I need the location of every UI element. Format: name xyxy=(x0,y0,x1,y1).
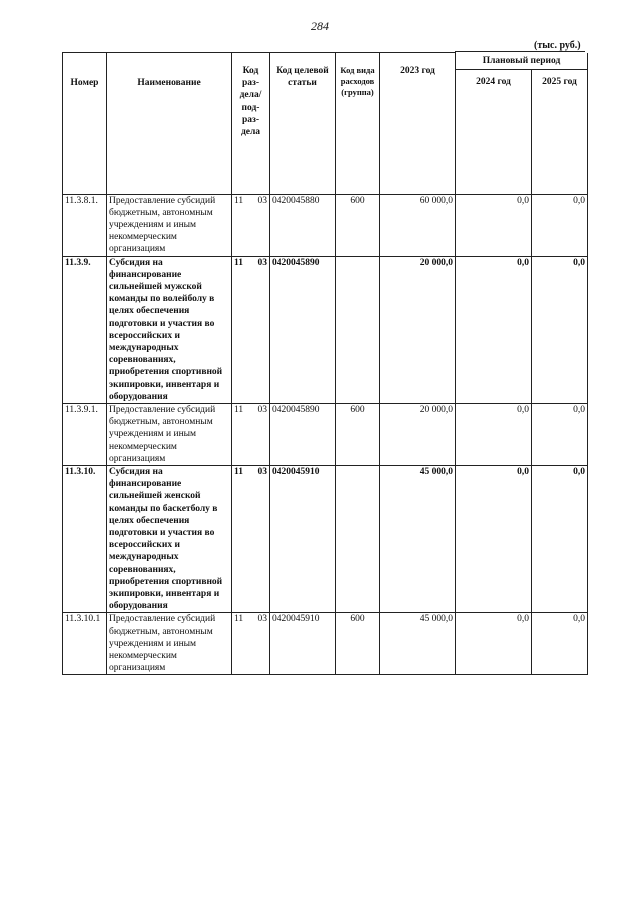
header-number: Номер xyxy=(63,53,107,176)
row-2023: 20 000,0 xyxy=(380,403,456,465)
row-expense-code xyxy=(336,256,380,403)
row-2025: 0,0 xyxy=(532,465,588,612)
row-2024: 0,0 xyxy=(456,465,532,612)
table-row xyxy=(63,403,588,465)
row-number: 11.3.9. xyxy=(63,256,107,403)
row-number: 11.3.8.1. xyxy=(63,194,107,256)
section-code: 11 xyxy=(234,404,244,415)
header-spacer-row xyxy=(63,176,588,195)
row-2024: 0,0 xyxy=(456,194,532,256)
row-2024: 0,0 xyxy=(456,403,532,465)
row-name: Предоставление субсидий бюджетным, автономным учреждениям и иным некоммерческим организациям xyxy=(107,613,232,675)
header-2023: 2023 год xyxy=(380,53,456,176)
row-expense-code xyxy=(336,465,380,612)
budget-table xyxy=(62,52,588,675)
table-row xyxy=(63,613,588,675)
row-name: Субсидия на финансирование сильнейшей мужской команды по волейболу в целях обеспечения подготовки и участия во всероссийских и международных соревнованиях, приобретения спортивной экипировки, инвентаря и оборудования xyxy=(107,256,232,403)
header-plan-period: Плановый период xyxy=(456,53,588,70)
row-2023: 20 000,0 xyxy=(380,256,456,403)
row-2024: 0,0 xyxy=(456,613,532,675)
row-section-code xyxy=(232,194,270,256)
row-expense-code: 600 xyxy=(336,194,380,256)
row-target-code: 0420045890 xyxy=(270,256,336,403)
row-name: Субсидия на финансирование сильнейшей женской команды по баскетболу в целях обеспечения подготовки и участия во всероссийских и международных соревнованиях, приобретения спортивной экипировки, инвентаря и оборудования xyxy=(107,465,232,612)
row-number: 11.3.10. xyxy=(63,465,107,612)
subsection-code: 03 xyxy=(257,466,267,477)
header-2025: 2025 год xyxy=(532,69,588,176)
units-label: (тыс. руб.) xyxy=(534,40,581,51)
row-section-code xyxy=(232,613,270,675)
row-expense-code: 600 xyxy=(336,613,380,675)
row-target-code: 0420045910 xyxy=(270,465,336,612)
row-2025: 0,0 xyxy=(532,194,588,256)
row-target-code: 0420045910 xyxy=(270,613,336,675)
row-2025: 0,0 xyxy=(532,403,588,465)
row-2023: 45 000,0 xyxy=(380,465,456,612)
row-name: Предоставление субсидий бюджетным, автономным учреждениям и иным некоммерческим организациям xyxy=(107,403,232,465)
row-section-code xyxy=(232,256,270,403)
row-target-code: 0420045890 xyxy=(270,403,336,465)
section-code: 11 xyxy=(234,257,243,268)
row-2025: 0,0 xyxy=(532,613,588,675)
table-row xyxy=(63,465,588,612)
row-2025: 0,0 xyxy=(532,256,588,403)
row-number: 11.3.10.1 xyxy=(63,613,107,675)
subsection-code: 03 xyxy=(257,257,267,268)
table-row xyxy=(63,194,588,256)
header-section: Код раз- дела/ под- раз- дела xyxy=(232,53,270,176)
header-2024: 2024 год xyxy=(456,69,532,176)
row-target-code: 0420045880 xyxy=(270,194,336,256)
row-expense-code: 600 xyxy=(336,403,380,465)
header-target: Код целевой статьи xyxy=(270,53,336,176)
table-row xyxy=(63,256,588,403)
subsection-code: 03 xyxy=(257,404,267,415)
row-2023: 60 000,0 xyxy=(380,194,456,256)
subsection-code: 03 xyxy=(257,195,267,206)
header-name: Наименование xyxy=(107,53,232,176)
row-number: 11.3.9.1. xyxy=(63,403,107,465)
row-section-code xyxy=(232,403,270,465)
row-name: Предоставление субсидий бюджетным, автономным учреждениям и иным некоммерческим организациям xyxy=(107,194,232,256)
row-section-code xyxy=(232,465,270,612)
section-code: 11 xyxy=(234,614,244,625)
page-number: 284 xyxy=(311,19,329,33)
section-code: 11 xyxy=(234,195,244,206)
header-expense: Код вида расходов (группа) xyxy=(336,53,380,176)
row-2023: 45 000,0 xyxy=(380,613,456,675)
section-code: 11 xyxy=(234,466,243,477)
subsection-code: 03 xyxy=(257,614,267,625)
row-2024: 0,0 xyxy=(456,256,532,403)
